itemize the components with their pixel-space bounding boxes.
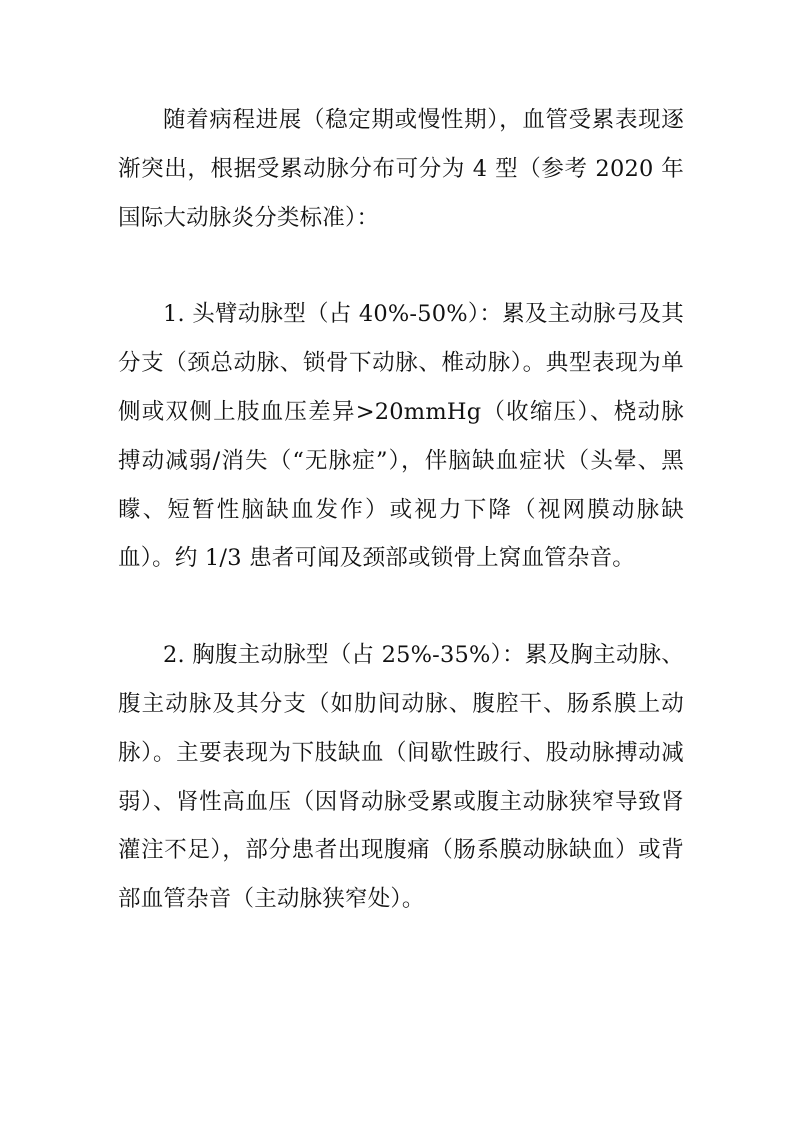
- document-page: [118, 96, 684, 924]
- type-2-paragraph: 2. 胸腹主动脉型（占 25%-35%）：累及胸主动脉、腹主动脉及其分支（如肋间动脉、腹腔干、肠系膜上动脉）。主要表现为下肢缺血（间歇性跛行、股动脉搏动减弱）、肾性高血压（因肾动脉受累或腹主动脉狭窄导致肾灌注不足），部分患者出现腹痛（肠系膜动脉缺血）或背部血管杂音（主动脉狭窄处）。: [118, 642, 684, 913]
- intro-paragraph: 随着病程进展（稳定期或慢性期），血管受累表现逐渐突出，根据受累动脉分布可分为 4 型（参考 2020 年国际大动脉炎分类标准）：: [118, 107, 684, 231]
- type-1-paragraph: 1. 头臂动脉型（占 40%-50%）：累及主动脉弓及其分支（颈总动脉、锁骨下动脉、椎动脉）。典型表现为单侧或双侧上肢血压差异>20mmHg（收缩压）、桡动脉搏动减弱/消失（“无脉症”），伴脑缺血症状（头晕、黑矇、短暂性脑缺血发作）或视力下降（视网膜动脉缺血）。约 1/3 患者可闻及颈部或锁骨上窝血管杂音。: [118, 301, 684, 572]
